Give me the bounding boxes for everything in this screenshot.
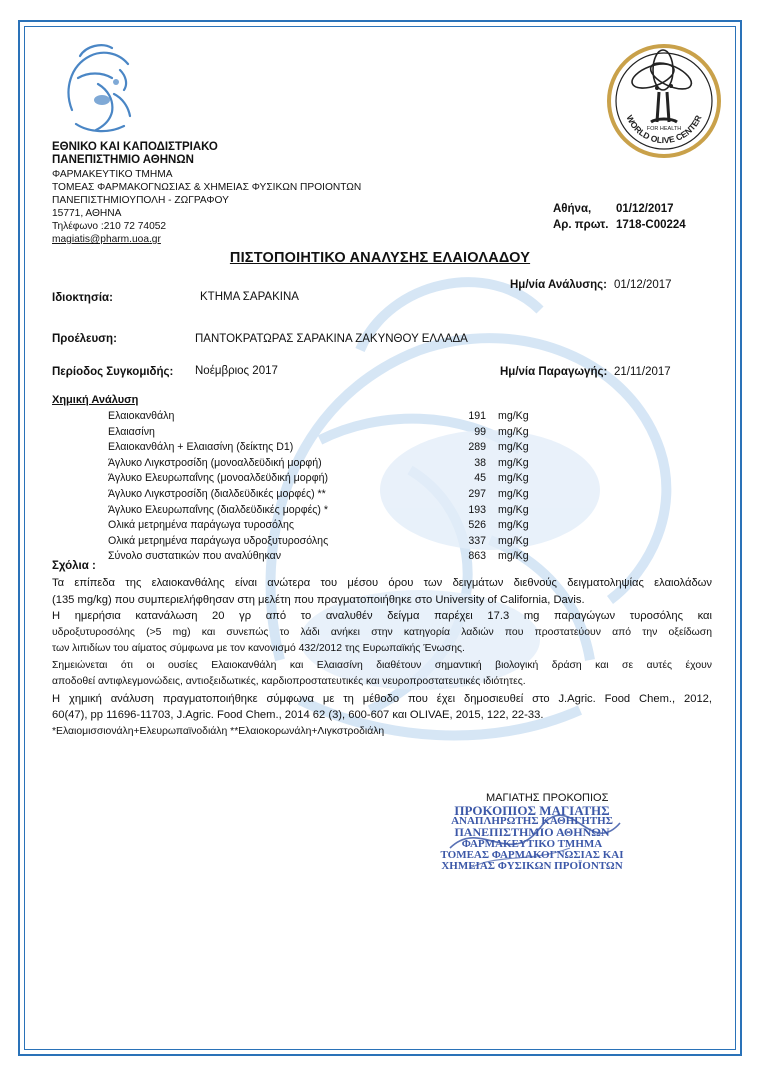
note-4-line-1: Η χημική ανάλυση πραγματοποιήθηκε σύμφωνα με τη μέθοδο που έχει δημοσιευθεί στο J.Agric. Food Chem., 2012,	[52, 692, 712, 705]
analysis-row-name: Ολικά μετρημένα παράγωγα τυροσόλης	[108, 519, 295, 532]
analysis-row-unit: mg/Kg	[498, 425, 529, 438]
notes-heading: Σχόλια :	[52, 560, 96, 572]
note-3-line-2: αποδοθεί αντιφλεγμονώδεις, αντιοξειδωτικές, καρδιοπροστατευτικές και νευροπροστατευτικές ιδιότητες.	[52, 676, 526, 687]
note-2-line-2: υδροξυτυροσόλης (>5 mg) και συνεπώς το λάδι ανήκει στην κατηγορία λαδιών που προστατεύουν από την οξείδωση	[52, 626, 712, 638]
stamp-line: ΠΑΝΕΠΙΣΤΗΜΙΟ ΑΘΗΝΩΝ	[454, 825, 610, 840]
analysis-row-value: 289	[468, 441, 486, 454]
harvest-label: Περίοδος Συγκομιδής:	[52, 366, 174, 378]
sector-name: ΤΟΜΕΑΣ ΦΑΡΜΑΚΟΓΝΩΣΙΑΣ & ΧΗΜΕΙΑΣ ΦΥΣΙΚΩΝ ΠΡΟΙΟΝΤΩΝ	[52, 182, 362, 193]
analysis-row-unit: mg/Kg	[498, 519, 529, 532]
analysis-row	[108, 503, 548, 519]
analysis-row-unit: mg/Kg	[498, 503, 529, 516]
analysis-row-value: 193	[468, 503, 486, 516]
analysis-row	[108, 518, 548, 534]
stamp-line: ΠΡΟΚΟΠΙΟΣ ΜΑΓΙΑΤΗΣ	[454, 803, 610, 818]
place-label: Αθήνα,	[553, 203, 592, 215]
notes-body	[52, 575, 712, 740]
analysis-row-unit: mg/Kg	[498, 550, 529, 563]
production-date-value: 21/11/2017	[614, 366, 671, 378]
analysis-table	[108, 409, 548, 565]
analysis-row-unit: mg/Kg	[498, 472, 529, 485]
harvest-value: Νοέμβριος 2017	[195, 365, 278, 377]
world-olive-center-seal	[605, 42, 723, 160]
analysis-row-name: Ελαιασίνη	[108, 425, 155, 438]
note-2-line-1: Η ημερήσια κατανάλωση 20 γρ από το αναλυθέν δείγμα παρέχει 17.3 mg παραγώγων τυροσόλης και	[52, 610, 712, 622]
analysis-row-unit: mg/Kg	[498, 410, 529, 422]
analysis-row-name: Άγλυκο Λιγκστροσίδη (διαλδεϋδικές μορφές) **	[108, 487, 326, 500]
note-3-line-1: Σημειώνεται ότι οι ουσίες Ελαιοκανθάλη και Ελαιασίνη διαθέτουν σημαντική βιολογική δράση και σε αυτές έχουν	[52, 659, 712, 671]
analysis-row-value: 38	[474, 456, 486, 469]
note-1-line-1: Τα επίπεδα της ελαιοκανθάλης είναι ανώτερα του μέσου όρου των δειγμάτων διεθνούς δειγματοληψίας ελαιολάδων	[52, 577, 712, 589]
analysis-row-name: Άγλυκο Ελευρωπαΐνης (μονοαλδεϋδική μορφή)	[108, 472, 328, 485]
analysis-row	[108, 440, 548, 456]
origin-label: Προέλευση:	[52, 333, 117, 345]
document-title: ΠΙΣΤΟΠΟΙΗΤΙΚΟ ΑΝΑΛΥΣΗΣ ΕΛΑΙΟΛΑΔΟΥ	[229, 250, 531, 266]
note-2-line-3: των λιπιδίων του αίματος σύμφωνα με τον κανονισμό 432/2012 της Ευρωπαϊκής Ένωσης.	[52, 643, 465, 654]
protocol-label: Αρ. πρωτ.	[553, 219, 609, 231]
signature-scribble	[440, 808, 630, 878]
signer-name: ΜΑΓΙΑΤΗΣ ΠΡΟΚΟΠΙΟΣ	[486, 792, 609, 804]
analysis-row-unit: mg/Kg	[498, 534, 529, 547]
analysis-row	[108, 534, 548, 550]
analysis-row-name: Ολικά μετρημένα παράγωγα υδροξυτυροσόλης	[108, 534, 329, 547]
protocol-number: 1718-C00224	[616, 219, 686, 231]
seal-ring-text: WORLD OLIVE CENTER	[624, 113, 704, 146]
analysis-row-name: Ελαιοκανθάλη	[108, 410, 175, 422]
stamp-line: ΤΟΜΕΑΣ ΦΑΡΜΑΚΟΓΝΩΣΙΑΣ ΚΑΙ	[440, 848, 624, 861]
analysis-row-unit: mg/Kg	[498, 456, 529, 469]
stamp-line: ΑΝΑΠΛΗΡΩΤΗΣ ΚΑΘΗΓΗΤΗΣ	[451, 815, 613, 828]
analysis-row-value: 526	[468, 519, 486, 532]
analysis-row-value: 863	[468, 550, 486, 563]
phone-number: Τηλέφωνο :210 72 74052	[52, 221, 167, 232]
seal-inner-text: FOR HEALTH	[646, 126, 682, 132]
department-name: ΦΑΡΜΑΚΕΥΤΙΚΟ ΤΜΗΜΑ	[52, 169, 173, 180]
analysis-row-value: 45	[474, 472, 486, 485]
analysis-row-name: Άγλυκο Ελευρωπαΐνης (διαλδεϋδικές μορφές) *	[108, 503, 329, 516]
analysis-row-name: Άγλυκο Λιγκστροσίδη (μονοαλδεϋδική μορφή)	[108, 456, 322, 469]
postal-address: 15771, ΑΘΗΝΑ	[52, 208, 122, 219]
analysis-date-value: 01/12/2017	[614, 279, 672, 291]
stamp-line: ΦΑΡΜΑΚΕΥΤΙΚΟ ΤΜΗΜΑ	[461, 837, 603, 850]
origin-value: ΠΑΝΤΟΚΡΑΤΩΡΑΣ ΣΑΡΑΚΙΝΑ ΖΑΚΥΝΘΟΥ ΕΛΛΑΔΑ	[195, 333, 468, 345]
analysis-row-name: Ελαιοκανθάλη + Ελαιασίνη (δείκτης D1)	[108, 441, 294, 454]
analysis-row-unit: mg/Kg	[498, 441, 529, 454]
analysis-row	[108, 425, 548, 441]
analysis-heading: Χημική Ανάλυση	[52, 394, 139, 406]
analysis-row-name: Σύνολο συστατικών που αναλύθηκαν	[108, 550, 282, 563]
analysis-row-unit: mg/Kg	[498, 487, 529, 500]
analysis-row-value: 191	[468, 410, 486, 422]
analysis-row	[108, 487, 548, 503]
issue-date: 01/12/2017	[616, 203, 674, 215]
university-name-line1: ΕΘΝΙΚΟ ΚΑΙ ΚΑΠΟΔΙΣΤΡΙΑΚΟ	[52, 141, 218, 153]
analysis-date-label: Ημ/νία Ανάλυσης:	[510, 279, 607, 291]
analysis-row	[108, 409, 548, 425]
note-4-line-2: 60(47), pp 11696-11703, J.Agric. Food Chem., 2014 62 (3), 600-607 και OLIVAE, 2015, 122, 22-33.	[52, 709, 544, 721]
owner-label: Ιδιοκτησία:	[52, 292, 113, 304]
production-date-label: Ημ/νία Παραγωγής:	[500, 366, 608, 378]
analysis-row-value: 297	[468, 487, 486, 500]
analysis-row	[108, 549, 548, 565]
analysis-row	[108, 471, 548, 487]
campus-address: ΠΑΝΕΠΙΣΤΗΜΙΟΥΠΟΛΗ - ΖΩΓΡΑΦΟΥ	[52, 195, 229, 206]
email-link[interactable]: magiatis@pharm.uoa.gr	[52, 234, 161, 245]
university-name-line2: ΠΑΝΕΠΙΣΤΗΜΙΟ ΑΘΗΝΩΝ	[52, 154, 194, 166]
stamp-line: ΧΗΜΕΙΑΣ ΦΥΣΙΚΩΝ ΠΡΟΪΟΝΤΩΝ	[441, 860, 623, 873]
analysis-row-value: 337	[468, 534, 486, 547]
owner-value: ΚΤΗΜΑ ΣΑΡΑΚΙΝΑ	[200, 291, 299, 303]
analysis-row	[108, 456, 548, 472]
athena-crest-logo	[58, 40, 142, 140]
note-1-line-2: (135 mg/kg) που συμπεριελήφθησαν στη μελέτη που πραγματοποιήθηκε στο University of California, Davis.	[52, 593, 585, 606]
analysis-row-value: 99	[474, 425, 486, 438]
footnote: *Ελαιομισσιονάλη+Ελευρωπαϊνοδιάλη **Ελαιοκορωνάλη+Λιγκστροδιάλη	[52, 725, 385, 737]
